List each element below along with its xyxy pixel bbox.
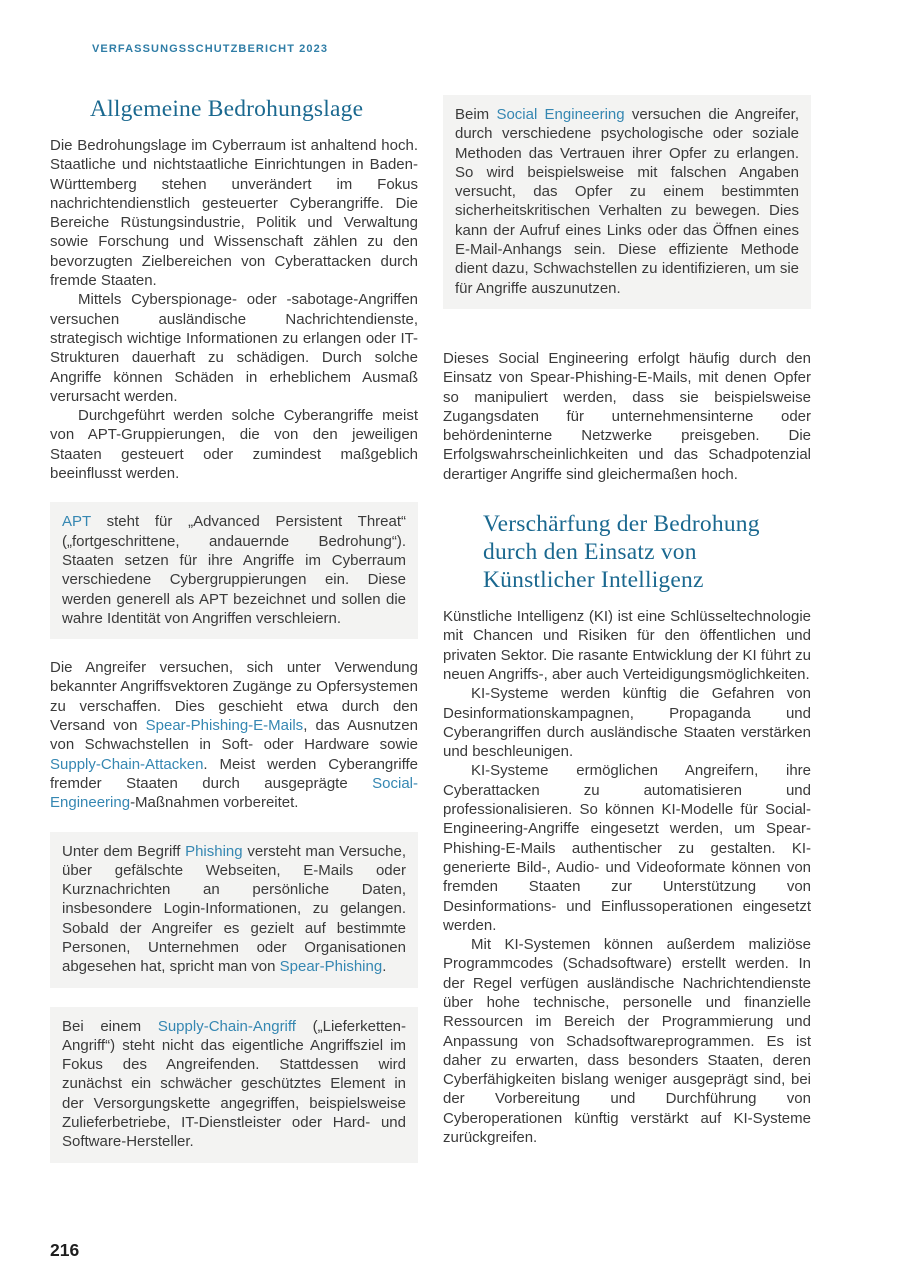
body-paragraph — [443, 684, 811, 761]
glossary-term-link[interactable]: Phishing — [185, 842, 243, 860]
text-run: Dieses Social Engineering erfolgt häufig durch den Einsatz von Spear-Phishing-E-Mails, mit denen Opfer so manipuliert werden, dass sie beispielsweise Zugangsdaten für unternehmensinterne oder behördeninterne Netzwerke preisgeben. Die Erfolgswahrscheinlichkeiten und das Schadpotenzial derartiger Angriffe sind gleichermaßen hoch. — [443, 349, 811, 483]
body-paragraph — [443, 935, 811, 1147]
section-heading: Verschärfung der Bedrohung durch den Einsatz von Künstlicher Intelligenz — [483, 511, 760, 594]
body-paragraph — [50, 658, 418, 812]
body-paragraph — [443, 607, 811, 684]
text-run: („Lieferketten-Angriff“) steht nicht das eigentliche Angriffsziel im Fokus des Angreifenden. Stattdessen wird zunächst ein schwächer geschütztes Element in der Versorgungskette angegriffen, beispielsweise Zulieferbetriebe, IT-Dienstleister oder Hard- und Software-Hersteller. — [62, 1017, 406, 1151]
definition-box — [50, 1007, 418, 1163]
text-run: versteht man Versuche, über gefälschte Webseiten, E-Mails oder Kurznachrichten an persönliche Daten, insbesondere Login-Informationen, zu gelangen. Sobald der Angreifer es gezielt auf bestimmte Personen, Unternehmen oder Organisationen abgesehen hat, spricht man von — [62, 842, 406, 976]
document-header: VERFASSUNGSSCHUTZBERICHT 2023 — [92, 43, 329, 55]
text-run: KI-Systeme ermöglichen Angreifern, ihre Cyberattacken zu automatisieren und professionalisieren. So können KI-Modelle für Social-Engineering-Angriffe eingesetzt werden, um Spear-Phishing-E-Mails authentischer zu gestalten. KI-generierte Bild-, Audio- und Videoformate können von fremden Staaten zur Unterstützung von Desinformations- und Einflussoperationen eingesetzt werden. — [443, 762, 811, 934]
text-run: versuchen die Angreifer, durch verschiedene psychologische oder soziale Methoden das Vertrauen ihrer Opfer zu erlangen. So wird beispielsweise mit falschen Angaben versucht, das Opfer zu einem bestimmten sicherheitskritischen Verhalten zu bewegen. Dies kann der Aufruf eines Links oder das Öffnen eines E-Mail-Anhangs sein. Diese effiziente Methode dient dazu, Schwachstellen zu identifizieren, um sie für Angriffe auszunutzen. — [455, 106, 799, 297]
glossary-term-link[interactable]: Supply-Chain-Angriff — [157, 1017, 296, 1035]
right-column — [443, 95, 811, 1147]
text-run: Unter dem Begriff — [62, 842, 186, 860]
text-run: . — [382, 958, 387, 976]
text-run: Die Angreifer versuchen, sich unter Verwendung bekannter Angriffsvektoren Zugänge zu Opfersystemen zu verschaffen. Dies geschieht etwa durch den Versand von — [50, 659, 418, 735]
body-paragraph — [50, 406, 418, 483]
definition-box — [50, 502, 418, 639]
left-column — [50, 95, 418, 1182]
glossary-term-link[interactable]: Spear-Phishing-E-Mails — [145, 717, 304, 735]
glossary-term-link[interactable]: Spear-Phishing — [279, 958, 383, 976]
body-paragraph — [50, 290, 418, 406]
glossary-term-link[interactable]: Supply-Chain-Attacken — [50, 755, 204, 773]
definition-box — [443, 95, 811, 309]
text-run: KI-Systeme werden künftig die Gefahren von Desinformationskampagnen, Propaganda und Cyberangriffen durch ausländische Staaten verstärken und beschleunigen. — [443, 685, 811, 761]
body-paragraph — [443, 349, 811, 484]
section-heading: Allgemeine Bedrohungslage — [90, 96, 364, 122]
definition-box — [50, 832, 418, 988]
text-run: Durchgeführt werden solche Cyberangriffe meist von APT-Gruppierungen, die von den jeweiligen Staaten gesteuert oder zumindest maßgeblich beeinflusst werden. — [50, 407, 418, 483]
text-run: steht für „Advanced Persistent Threat“ („fortgeschrittene, andauernde Bedrohung“). Staaten setzen für ihre Angriffe im Cyberraum verschiedene Cybergruppierungen ein. Diese werden generell als APT bezeichnet und sollen die wahre Identität von Angriffen verschleiern. — [62, 513, 406, 627]
text-run: Mit KI-Systemen können außerdem maliziöse Programmcodes (Schadsoftware) erstellt werden. In der Regel verfügen ausländische Nachrichtendienste über hohe technische, personelle und finanzielle Ressourcen im Bereich der Programmierung und Anpassung von Schadsoftwareprogrammen. Es ist daher zu erwarten, dass besonders Staaten, deren Cyberfähigkeiten bislang weniger ausgeprägt sind, bei der Vorbereitung und Durchführung von Cyberoperationen künftig verstärkt auf KI-Systeme zurückgreifen. — [443, 936, 811, 1147]
text-run: Bei einem — [62, 1017, 158, 1035]
text-run: -Maßnahmen vorbereitet. — [130, 794, 299, 812]
body-paragraph — [443, 761, 811, 935]
page-number: 216 — [50, 1240, 80, 1260]
body-paragraph — [50, 136, 418, 290]
text-run: , das Ausnutzen von Schwachstellen in Soft- oder Hardware sowie — [50, 717, 418, 754]
two-column-layout — [50, 95, 812, 1182]
glossary-term-link[interactable]: Social Engineering — [496, 106, 625, 123]
text-run: . Meist werden Cyberangriffe fremder Staaten durch ausgeprägte — [50, 755, 418, 792]
text-run: Mittels Cyberspionage- oder -sabotage-Angriffen versuchen ausländische Nachrichtendienste, strategisch wichtige Informationen zu erlangen oder IT-Strukturen dauerhaft zu schädigen. Durch solche Angriffe können Schäden in erheblichem Ausmaß verursacht werden. — [50, 291, 418, 405]
glossary-term-link[interactable]: APT — [62, 513, 91, 531]
text-run: Künstliche Intelligenz (KI) ist eine Schlüsseltechnologie mit Chancen und Risiken für den öffentlichen und privaten Sektor. Die rasante Entwicklung der KI führt zu neuen Angriffs-, aber auch Verteidigungsmöglichkeiten. — [443, 608, 811, 683]
text-run: Die Bedrohungslage im Cyberraum ist anhaltend hoch. Staatliche und nichtstaatliche Einrichtungen in Baden-Württemberg stehen unverändert im Fokus nachrichtendienstlich gesteuerter Cyberangriffe. Die Bereiche Rüstungsindustrie, Politik und Verwaltung sowie Forschung und Wissenschaft zählen zu den bevorzugten Zielbereichen von Cyberattacken durch fremde Staaten. — [50, 137, 418, 290]
text-run: Beim — [455, 106, 497, 123]
glossary-term-link[interactable]: Social-Engineering — [50, 774, 418, 812]
